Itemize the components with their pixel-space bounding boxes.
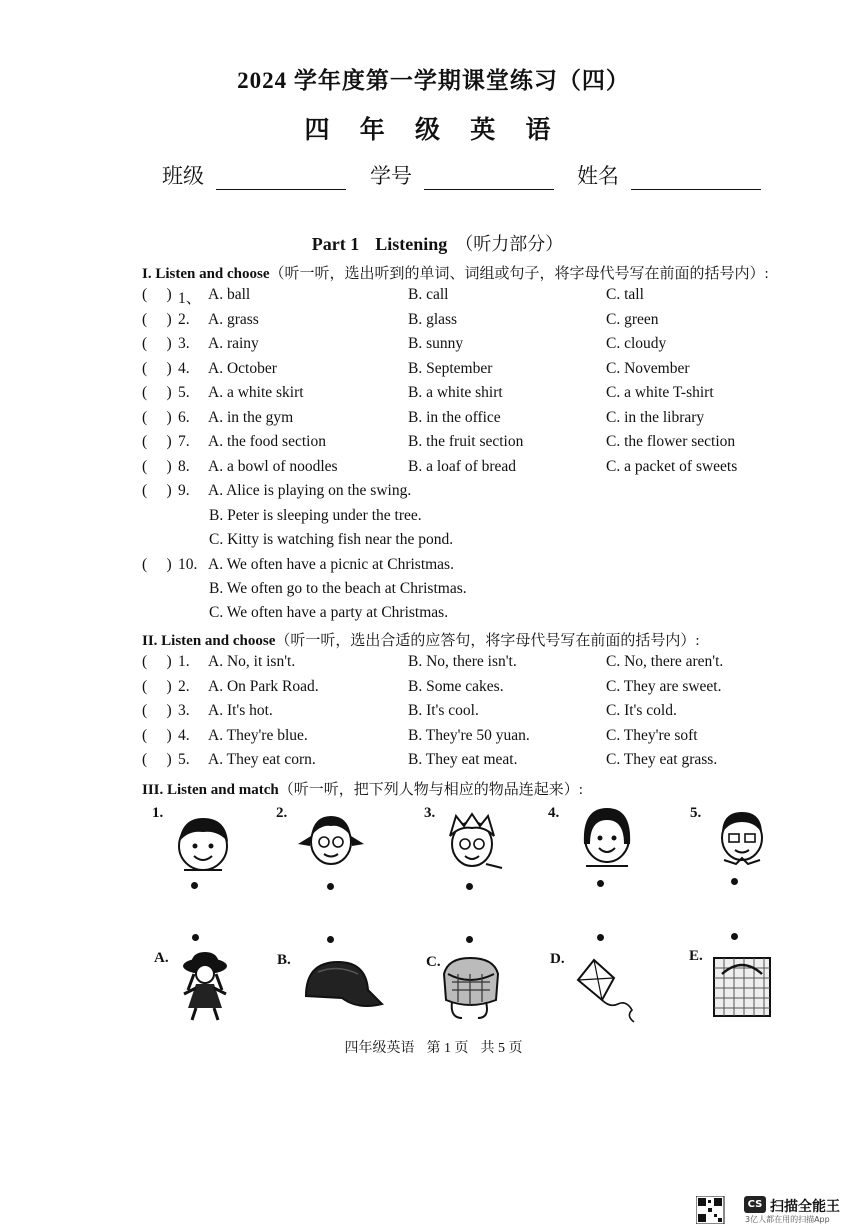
match-dot-thing-a[interactable] — [192, 934, 199, 941]
section2-heading — [142, 629, 700, 650]
question-number: 1. — [178, 653, 190, 670]
question-number: 5. — [178, 384, 190, 401]
option-a: A. a bowl of noodles — [208, 457, 338, 475]
qr-code-icon — [696, 1196, 736, 1224]
section2-instruction: （听一听，选出合适的应答句，将字母代号写在前面的括号内）: — [275, 633, 700, 649]
boy-glasses-face-icon — [440, 812, 508, 872]
question-number: 5. — [178, 751, 190, 768]
match-dot-thing-c[interactable] — [466, 936, 473, 943]
camscanner-logo-icon: CS — [744, 1196, 766, 1213]
match-dot-person-4[interactable] — [597, 880, 604, 887]
cap-icon — [298, 956, 384, 1012]
question-number: 8. — [178, 457, 190, 475]
match-dot-person-2[interactable] — [327, 883, 334, 890]
question-item — [0, 678, 867, 702]
option-a: A. in the gym — [208, 408, 294, 426]
option-a: A. On Park Road. — [208, 677, 319, 695]
answer-bracket[interactable]: ( ) — [142, 653, 172, 670]
part-heading — [0, 230, 867, 256]
answer-bracket[interactable]: ( ) — [142, 702, 172, 719]
question-item — [0, 751, 867, 775]
option-b: B. It's cool. — [408, 702, 479, 719]
option-c: C. in the library — [606, 408, 705, 426]
question-number: 3. — [178, 702, 190, 719]
exam-subtitle: 四 年 级 英 语 — [304, 117, 563, 144]
person-label-3: 3. — [424, 805, 436, 821]
name-blank — [631, 171, 761, 190]
option-a: A. rainy — [208, 335, 259, 352]
class-label: 班级 — [162, 164, 204, 188]
question-number: 4. — [178, 359, 190, 377]
question-number: 10. — [178, 556, 198, 573]
option-a: A. Alice is playing on the swing. — [208, 482, 412, 499]
option-b: B. Some cakes. — [408, 677, 504, 695]
question-number: 7. — [178, 433, 190, 450]
question-item — [0, 286, 867, 310]
answer-bracket[interactable]: ( ) — [142, 677, 172, 695]
option-c: C. November — [606, 359, 690, 377]
option-a: A. October — [208, 359, 277, 377]
option-c: C. We often have a party at Christmas. — [209, 604, 449, 621]
question-item — [0, 433, 867, 457]
question-number: 6. — [178, 408, 190, 426]
part-name: Listening — [375, 234, 448, 254]
option-c: C. They are sweet. — [606, 677, 722, 695]
option-a: A. It's hot. — [208, 702, 273, 719]
thing-label-a: A. — [154, 950, 169, 966]
match-dot-person-3[interactable] — [466, 883, 473, 890]
part-cn: （听力部分） — [455, 234, 564, 254]
question-number: 4. — [178, 726, 190, 744]
kite-icon — [574, 956, 638, 1024]
question-item — [0, 727, 867, 751]
option-c: C. It's cold. — [606, 702, 677, 719]
question-item — [0, 335, 867, 359]
question-number: 3. — [178, 335, 190, 352]
match-dot-person-1[interactable] — [191, 882, 198, 889]
exam-title: 2024 学年度第一学期课堂练习（四） — [237, 68, 630, 93]
answer-bracket[interactable]: ( ) — [142, 286, 172, 303]
option-c: C. No, there aren't. — [606, 653, 724, 670]
option-b: B. They're 50 yuan. — [408, 726, 530, 744]
thing-label-e: E. — [689, 948, 703, 964]
student-number-label: 学号 — [370, 164, 412, 188]
match-dot-thing-e[interactable] — [731, 933, 738, 940]
option-a: A. No, it isn't. — [208, 653, 296, 670]
name-label: 姓名 — [577, 164, 619, 188]
option-b: B. sunny — [408, 335, 464, 352]
person-label-1: 1. — [152, 805, 164, 821]
question-item — [0, 556, 867, 580]
question-item — [0, 360, 867, 384]
class-field — [162, 160, 346, 190]
section2-title: II. Listen and choose — [142, 633, 276, 649]
answer-bracket[interactable]: ( ) — [142, 359, 172, 377]
option-c: C. Kitty is watching fish near the pond. — [209, 531, 454, 548]
question-number: 1、 — [178, 290, 202, 307]
girl-face-icon — [576, 804, 638, 868]
handbag-icon — [438, 952, 504, 1022]
section3-heading — [142, 778, 583, 799]
question-item — [0, 702, 867, 726]
option-b: B. No, there isn't. — [408, 653, 517, 670]
option-c: C. cloudy — [606, 335, 667, 352]
thing-label-b: B. — [277, 952, 291, 968]
match-dot-thing-d[interactable] — [597, 934, 604, 941]
option-c: C. tall — [606, 286, 644, 303]
section1-instruction: （听一听，选出听到的单词、词组或句子，将字母代号写在前面的括号内）: — [269, 266, 769, 282]
match-dot-person-5[interactable] — [731, 878, 738, 885]
question-item — [0, 409, 867, 433]
option-a: A. They eat corn. — [208, 751, 316, 768]
option-b: B. Peter is sleeping under the tree. — [209, 507, 422, 524]
name-field — [577, 160, 761, 190]
answer-bracket[interactable]: ( ) — [142, 457, 172, 475]
footer-page: 第 1 页 — [426, 1041, 469, 1056]
girl-glasses-face-icon — [296, 810, 366, 870]
thing-label-d: D. — [550, 951, 565, 967]
question-number: 2. — [178, 310, 190, 328]
option-a: A. a white skirt — [208, 384, 304, 401]
question-item — [0, 653, 867, 677]
option-a: A. grass — [208, 310, 259, 328]
checkered-box-icon — [708, 952, 776, 1022]
match-dot-thing-b[interactable] — [327, 936, 334, 943]
option-c: C. They're soft — [606, 726, 698, 744]
section1-heading — [142, 262, 769, 283]
part-label: Part 1 — [311, 234, 360, 254]
page-footer — [0, 1037, 867, 1057]
option-b: B. glass — [408, 310, 458, 328]
question-item — [0, 311, 867, 335]
answer-bracket[interactable]: ( ) — [142, 408, 172, 426]
option-a: A. We often have a picnic at Christmas. — [208, 556, 454, 573]
option-c: C. a packet of sweets — [606, 457, 738, 475]
section3-instruction: （听一听，把下列人物与相应的物品连起来）: — [278, 782, 583, 798]
answer-bracket[interactable]: ( ) — [142, 482, 172, 499]
option-a: A. They're blue. — [208, 726, 308, 744]
person-label-2: 2. — [276, 805, 288, 821]
option-c: C. a white T-shirt — [606, 384, 714, 401]
answer-bracket[interactable]: ( ) — [142, 310, 172, 328]
question-item — [0, 482, 867, 506]
option-b: B. the fruit section — [408, 433, 524, 450]
footer-subject: 四年级英语 — [344, 1041, 415, 1056]
answer-bracket[interactable]: ( ) — [142, 384, 172, 401]
option-a: A. ball — [208, 286, 251, 303]
answer-bracket[interactable]: ( ) — [142, 433, 172, 450]
option-b: B. in the office — [408, 408, 501, 426]
option-a: A. the food section — [208, 433, 326, 450]
answer-bracket[interactable]: ( ) — [142, 726, 172, 744]
thing-label-c: C. — [426, 954, 441, 970]
option-c: C. the flower section — [606, 433, 736, 450]
section3-title: III. Listen and match — [142, 782, 279, 798]
footer-total: 共 5 页 — [480, 1041, 523, 1056]
question-number: 2. — [178, 677, 190, 695]
watermark-slogan: 3亿人都在用的扫描App — [745, 1215, 830, 1224]
option-b: B. September — [408, 359, 493, 377]
option-b: B. We often go to the beach at Christmas. — [209, 580, 467, 597]
question-item — [0, 384, 867, 408]
student-number-field — [370, 160, 554, 190]
boy-glasses-face-icon — [712, 806, 774, 866]
option-b: B. call — [408, 286, 449, 303]
person-label-5: 5. — [690, 805, 702, 821]
answer-bracket[interactable]: ( ) — [142, 751, 172, 768]
option-c: C. green — [606, 310, 659, 328]
student-number-blank — [424, 171, 554, 190]
watermark-brand: 扫描全能王 — [770, 1199, 840, 1215]
option-b: B. a white shirt — [408, 384, 503, 401]
answer-bracket[interactable]: ( ) — [142, 556, 172, 573]
class-blank — [216, 171, 346, 190]
option-b: B. They eat meat. — [408, 751, 518, 768]
question-item — [0, 458, 867, 482]
person-label-4: 4. — [548, 805, 560, 821]
answer-bracket[interactable]: ( ) — [142, 335, 172, 352]
question-number: 9. — [178, 482, 190, 499]
doll-icon — [174, 950, 236, 1022]
boy-face-icon — [170, 812, 236, 874]
section1-title: I. Listen and choose — [142, 266, 270, 282]
option-c: C. They eat grass. — [606, 751, 718, 768]
option-b: B. a loaf of bread — [408, 457, 517, 475]
